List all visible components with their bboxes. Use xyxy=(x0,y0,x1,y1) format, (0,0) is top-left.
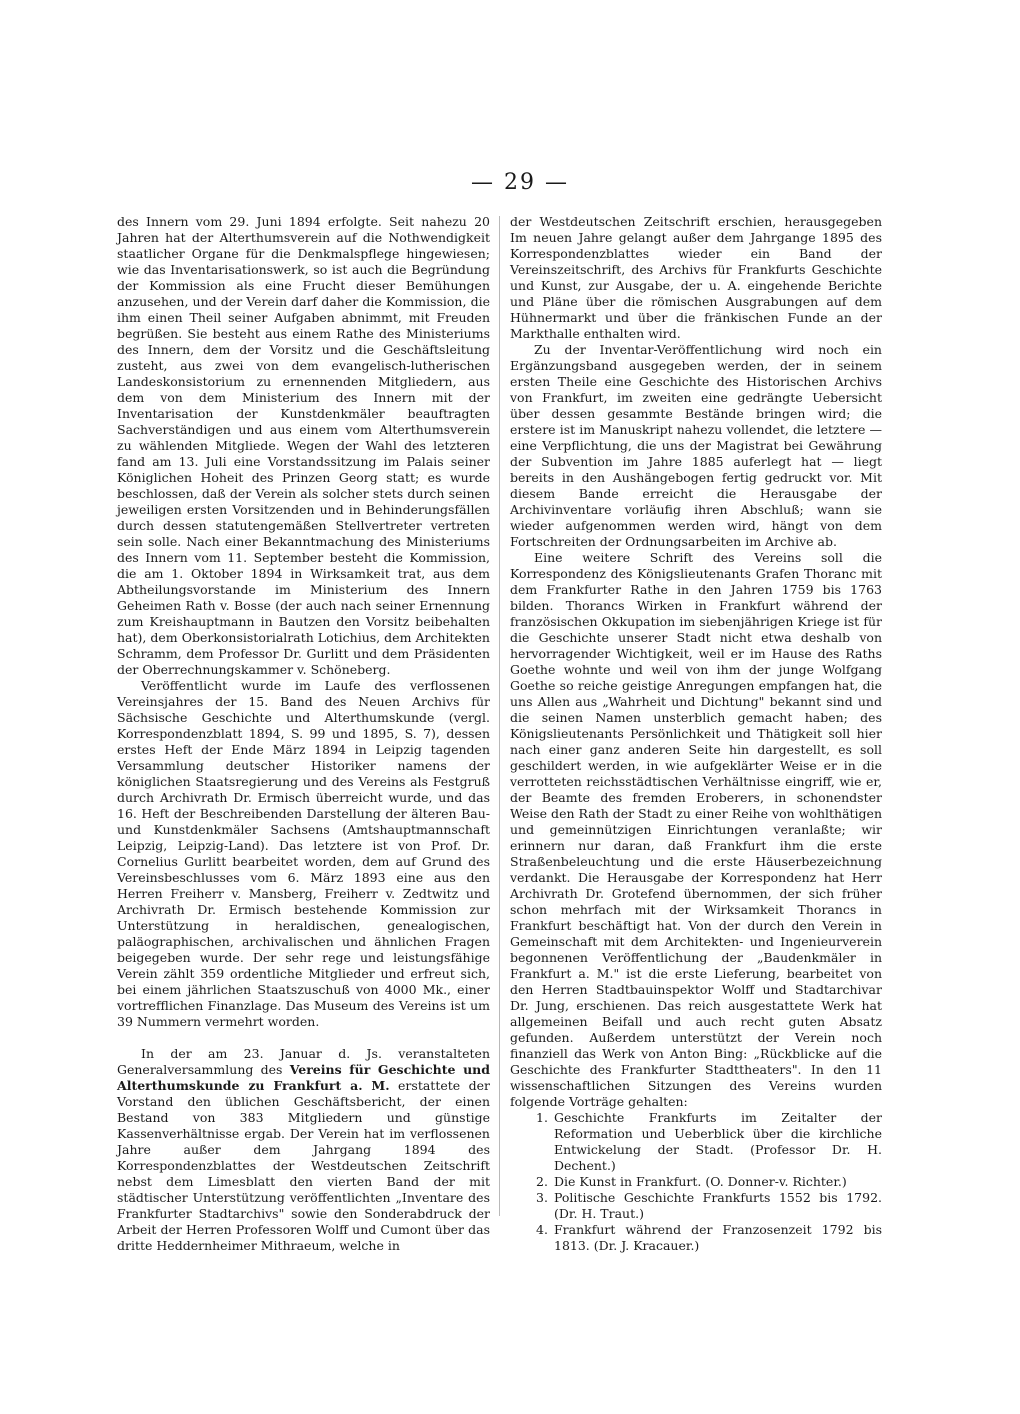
list-item-number: 4. xyxy=(536,1222,548,1237)
list-item-number: 3. xyxy=(536,1190,548,1205)
right-paragraph-1: der Westdeutschen Zeitschrift erschien, herausgegeben Im neuen Jahre gelangt außer dem Jahrgange 1895 des Korrespondenzblattes wieder ein Band der Vereinszeitschrift, des Archivs für Frankfurts Geschichte und Kunst, zur Ausgabe, der u. A. eingehende Berichte und Pläne über die römischen Ausgrabungen auf dem Hühnermarkt und über die fränkischen Funde an der Markthalle enthalten wird. xyxy=(510,214,882,341)
list-item-text: Frankfurt während der Franzosenzeit 1792 bis 1813. (Dr. J. Kracauer.) xyxy=(554,1222,882,1253)
list-item xyxy=(510,1190,882,1222)
left-column xyxy=(117,214,490,1253)
list-item xyxy=(510,1222,882,1254)
left-paragraph-1: des Innern vom 29. Juni 1894 erfolgte. Seit nahezu 20 Jahren hat der Alterthumsverein auf die Nothwendigkeit staatlicher Organe für die Denkmalspflege hingewiesen; wie das Inventarisationswerk, so ist auch die Begründung der Kommission als eine Frucht dieser Bemühungen anzusehen, und der Verein darf daher die Kommission, die ihm einen Theil seiner Aufgaben abnimmt, mit Freuden begrüßen. Sie besteht aus einem Rathe des Ministeriums des Innern, dem der Vorsitz und die Geschäftsleitung zusteht, aus zwei von dem evangelisch-lutherischen Landeskonsistorium zu ernennenden Mitgliedern, aus dem von dem Ministerium des Innern mit der Inventarisation der Kunstdenkmäler beauftragten Sachverständigen und aus einem vom Alterthumsverein zu wählenden Mitgliede. Wegen der Wahl des letzteren fand am 13. Juli eine Vorstandssitzung im Palais seiner Königlichen Hoheit des Prinzen Georg statt; es wurde beschlossen, daß der Verein als solcher stets durch seinen jeweiligen ersten Vorsitzenden und in Behinderungsfällen durch dessen statutengemäßen Stellvertreter vertreten sein solle. Nach einer Bekanntmachung des Ministeriums des Innern vom 11. September besteht die Kommission, die am 1. Oktober 1894 in Wirksamkeit trat, aus dem Abtheilungsvorstande im Ministerium des Innern Geheimen Rath v. Bosse (der auch nach seiner Ernennung zum Kreishauptmann in Bautzen den Vorsitz beibehalten hat), dem Oberkonsistorialrath Lotichius, dem Architekten Schramm, dem Professor Dr. Gurlitt und dem Präsidenten der Oberrechnungskammer v. Schöneberg. xyxy=(117,214,490,677)
list-item-number: 1. xyxy=(536,1110,548,1125)
list-item-text: Die Kunst in Frankfurt. (O. Donner-v. Richter.) xyxy=(554,1174,847,1189)
left-paragraph-2: Veröffentlicht wurde im Laufe des verflossenen Vereinsjahres der 15. Band des Neuen Archivs für Sächsische Geschichte und Alterthumskunde (vergl. Korrespondenzblatt 1894, S. 99 und 1895, S. 7), dessen erstes Heft der Ende März 1894 in Leipzig tagenden Versammlung deutscher Historiker namens der königlichen Staatsregierung und des Vereins als Festgruß durch Archivrath Dr. Ermisch überreicht wurde, und das 16. Heft der Beschreibenden Darstellung der älteren Bau- und Kunstdenkmäler Sachsens (Amtshauptmannschaft Leipzig, Leipzig-Land). Das letztere ist von Prof. Dr. Cornelius Gurlitt bearbeitet worden, dem auf Grund des Vereinsbeschlusses vom 6. März 1893 eine aus den Herren Freiherr v. Mansberg, Freiherr v. Zedtwitz und Archivrath Dr. Ermisch bestehende Kommission zur Unterstützung in heraldischen, genealogischen, paläographischen, archivalischen und ähnlichen Fragen beigegeben wurde. Der sehr rege und leistungsfähige Verein zählt 359 ordentliche Mitglieder und erfreut sich, bei einem jährlichen Staatszuschuß von 4000 Mk., einer vortrefflichen Finanzlage. Das Museum des Vereins ist um 39 Nummern vermehrt worden. xyxy=(117,678,490,1029)
list-item-text: Geschichte Frankfurts im Zeitalter der Reformation und Ueberblick über die kirchliche Entwickelung der Stadt. (Professor Dr. H. Dechent.) xyxy=(554,1110,882,1173)
society-name-frankfurt: Vereins für Geschichte und Alterthumskunde zu Frankfurt a. M. xyxy=(117,1062,490,1093)
left-paragraph-3 xyxy=(117,1046,490,1254)
left-paragraph-3-rest: erstattete der Vorstand den üblichen Geschäftsbericht, der einen Bestand von 383 Mitgliedern und günstige Kassenverhältnisse ergab. Der Verein hat im verflossenen Jahre außer dem Jahrgang 1894 des Korrespondenzblattes der Westdeutschen Zeitschrift nebst dem Limesblatt den vierten Band der mit städtischer Unterstützung veröffentlichten „Inventare des Frankfurter Stadtarchivs" sowie den Sonderabdruck der Arbeit der Herren Professoren Wolff und Cumont über das dritte Heddernheimer Mithraeum, welche in xyxy=(117,1078,490,1253)
left-paragraph-3-start: In der am 23. Januar d. Js. veranstalteten Generalversammlung des xyxy=(117,1046,490,1077)
lecture-list xyxy=(510,1110,882,1254)
column-divider xyxy=(499,216,500,1216)
list-item-number: 2. xyxy=(536,1174,548,1189)
page-number: — 29 — xyxy=(471,170,569,195)
list-item-text: Politische Geschichte Frankfurts 1552 bis 1792. (Dr. H. Traut.) xyxy=(554,1190,882,1221)
list-item xyxy=(510,1174,882,1190)
right-paragraph-2: Zu der Inventar-Veröffentlichung wird noch ein Ergänzungsband ausgegeben werden, der in seinem ersten Theile eine Geschichte des Historischen Archivs von Frankfurt, im zweiten eine gedrängte Uebersicht über dessen gesammte Bestände bringen wird; die erstere ist im Manuskript nahezu vollendet, die letztere — eine Verpflichtung, die uns der Magistrat bei Gewährung der Subvention im Jahre 1885 auferlegt hat — liegt bereits in den Aushängebogen fertig gedruckt vor. Mit diesem Bande erreicht die Herausgabe der Archivinventare vorläufig ihren Abschluß; wann sie wieder aufgenommen werden wird, hängt von dem Fortschreiten der Ordnungsarbeiten im Archive ab. xyxy=(510,342,882,549)
right-column xyxy=(510,214,882,1253)
right-paragraph-3: Eine weitere Schrift des Vereins soll die Korrespondenz des Königslieutenants Grafen Thoranc mit dem Frankfurter Rathe in den Jahren 1759 bis 1763 bilden. Thorancs Wirken in Frankfurt während der französischen Okkupation im siebenjährigen Kriege ist für die Geschichte unserer Stadt nicht etwa deshalb von hervorragender Wichtigkeit, weil er im Hause des Raths Goethe wohnte und weil von ihm der junge Wolfgang Goethe so reiche geistige Anregungen empfangen hat, die uns Allen aus „Wahrheit und Dichtung" bekannt sind und die seinen Namen unsterblich gemacht haben; des Königslieutenants Persönlichkeit und Thätigkeit soll hier nach einer ganz anderen Seite hin dargestellt, es soll geschildert werden, in wie aufgeklärter Weise er in die verrotteten reichsstädtischen Verhältnisse eingriff, wie er, der Beamte des fremden Eroberers, in schonendster Weise den Rath der Stadt zu einer Reihe von wohlthätigen und gemeinnützigen Einrichtungen veranlaßte; wir erinnern nur daran, daß Frankfurt ihm die erste Straßenbeleuchtung und die erste Häuserbezeichnung verdankt. Die Herausgabe der Korrespondenz hat Herr Archivrath Dr. Grotefend übernommen, der sich früher schon mehrfach mit der Wirksamkeit Thorancs in Frankfurt beschäftigt hat. Von der durch den Verein in Gemeinschaft mit dem Architekten- und Ingenieurverein begonnenen Veröffentlichung der „Baudenkmäler in Frankfurt a. M." ist die erste Lieferung, bearbeitet von den Herren Stadtbauinspektor Wolff und Stadtarchivar Dr. Jung, erschienen. Das reich ausgestattete Werk hat allgemeinen Beifall und auch recht guten Absatz gefunden. Außerdem unterstützt der Verein noch finanziell das Werk von Anton Bing: „Rückblicke auf die Geschichte des Frankfurter Stadttheaters". In den 11 wissenschaftlichen Sitzungen des Vereins wurden folgende Vorträge gehalten: xyxy=(510,550,882,1109)
list-item xyxy=(510,1110,882,1174)
